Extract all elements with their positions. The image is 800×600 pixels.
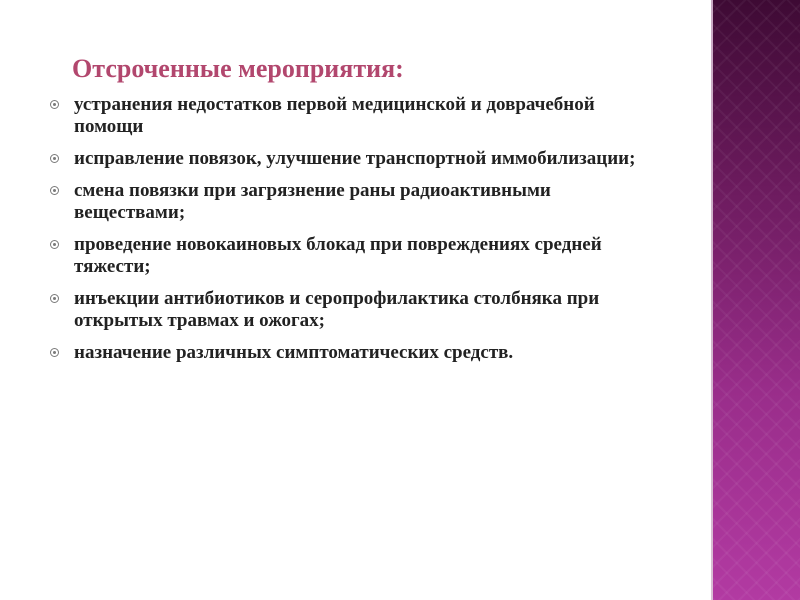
list-item <box>48 148 658 170</box>
list-item-text: проведение новокаиновых блокад при повреждениях средней тяжести; <box>74 234 602 277</box>
list-item-text: назначение различных симптоматических средств. <box>74 342 514 363</box>
circled-dot-icon <box>50 294 59 303</box>
list-item <box>48 180 658 224</box>
bullet-list <box>48 94 658 374</box>
list-item <box>48 288 658 332</box>
circled-dot-icon <box>50 348 59 357</box>
list-item-text: инъекции антибиотиков и серопрофилактика столбняка при открытых травмах и ожогах; <box>74 288 600 331</box>
list-item-text: устранения недостатков первой медицинской и доврачебной помощи <box>74 94 595 137</box>
list-item <box>48 234 658 278</box>
list-item-text: исправление повязок, улучшение транспортной иммобилизации; <box>74 148 636 169</box>
list-item <box>48 342 658 364</box>
circled-dot-icon <box>50 186 59 195</box>
circled-dot-icon <box>50 154 59 163</box>
list-item-text: смена повязки при загрязнение раны радиоактивными веществами; <box>74 180 551 223</box>
circled-dot-icon <box>50 240 59 249</box>
list-item <box>48 94 658 138</box>
slide-title: Отсроченные мероприятия: <box>72 54 404 83</box>
decorative-side-band <box>713 0 800 600</box>
circled-dot-icon <box>50 100 59 109</box>
